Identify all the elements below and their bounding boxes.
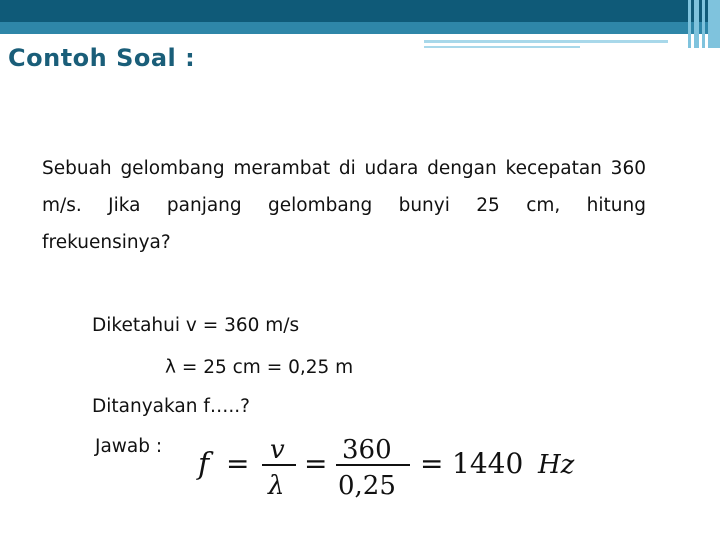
formula-numerator-v: v	[270, 435, 285, 465]
wavelength-line: λ = 25 cm = 0,25 m	[165, 357, 354, 378]
given-line: Diketahui v = 360 m/s	[92, 315, 300, 336]
formula-result-number: 1440	[452, 447, 524, 480]
slide-title: Contoh Soal :	[8, 44, 196, 72]
formula-denominator-lambda: λ	[268, 471, 285, 498]
answer-label: Jawab :	[95, 436, 163, 457]
header-accent-line	[424, 40, 668, 43]
formula-denominator-025: 0,25	[338, 471, 396, 498]
header-stripes-decoration	[688, 0, 720, 48]
header-accent-line-short	[424, 46, 580, 48]
asked-line: Ditanyakan f…..?	[92, 396, 250, 417]
formula-equals-2: =	[304, 447, 328, 480]
header-bar-accent	[0, 22, 720, 34]
frequency-formula	[196, 428, 586, 498]
formula-result-unit: Hz	[538, 450, 575, 480]
formula-equals-3: =	[420, 447, 444, 480]
formula-equals-1: =	[226, 447, 250, 480]
formula-f: f	[198, 447, 210, 482]
formula-numerator-360: 360	[342, 435, 392, 465]
problem-text: Sebuah gelombang merambat di udara dengan kecepatan 360 m/s. Jika panjang gelombang bunyi 25 cm, hitung frekuensinya?	[42, 158, 646, 253]
header-bar	[0, 0, 720, 22]
